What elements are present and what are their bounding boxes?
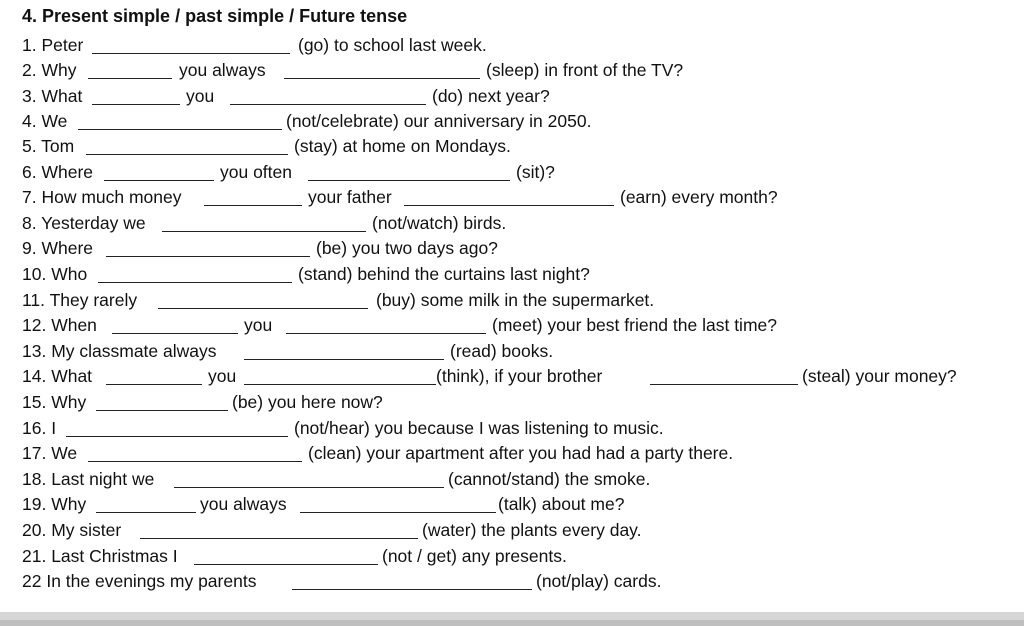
- item-text: 21. Last Christmas I: [22, 546, 178, 566]
- item-text: 4. We: [22, 111, 68, 131]
- answer-blank: [286, 333, 486, 334]
- answer-blank: [66, 436, 288, 437]
- answer-blank: [96, 512, 196, 513]
- item-text: 18. Last night we: [22, 469, 155, 489]
- answer-blank: [106, 256, 310, 257]
- item-text: 14. What: [22, 366, 93, 386]
- answer-blank: [204, 205, 302, 206]
- item-text: 17. We: [22, 443, 78, 463]
- answer-blank: [104, 180, 214, 181]
- answer-blank: [88, 461, 302, 462]
- answer-blank: [308, 180, 510, 181]
- item-text: 19. Why: [22, 494, 87, 514]
- item-text: 3. What: [22, 86, 83, 106]
- answer-blank: [98, 282, 292, 283]
- item-text: (not/celebrate) our anniversary in 2050.: [286, 111, 592, 131]
- item-text: (be) you two days ago?: [316, 238, 498, 258]
- item-text: (read) books.: [450, 341, 554, 361]
- worksheet-title: 4. Present simple / past simple / Future tense: [22, 6, 408, 26]
- item-text: 16. I: [22, 418, 57, 438]
- item-text: (think), if your brother: [436, 366, 603, 386]
- answer-blank: [244, 359, 444, 360]
- bottom-edge-shadow: [0, 620, 1024, 626]
- item-text: (talk) about me?: [498, 494, 625, 514]
- item-text: 5. Tom: [22, 136, 75, 156]
- item-text: you always: [179, 60, 266, 80]
- answer-blank: [106, 384, 202, 385]
- item-text: (steal) your money?: [802, 366, 957, 386]
- item-text: your father: [308, 187, 392, 207]
- answer-blank: [194, 564, 378, 565]
- item-text: 15. Why: [22, 392, 87, 412]
- item-text: 20. My sister: [22, 520, 122, 540]
- answer-blank: [112, 333, 238, 334]
- item-text: 11. They rarely: [22, 290, 138, 310]
- answer-blank: [158, 308, 368, 309]
- item-text: 2. Why: [22, 60, 77, 80]
- item-text: you: [186, 86, 215, 106]
- answer-blank: [92, 53, 290, 54]
- answer-blank: [292, 589, 532, 590]
- item-text: 22 In the evenings my parents: [22, 571, 257, 591]
- item-text: (buy) some milk in the supermarket.: [376, 290, 655, 310]
- item-text: you always: [200, 494, 287, 514]
- answer-blank: [92, 104, 180, 105]
- item-text: (water) the plants every day.: [422, 520, 642, 540]
- item-text: (do) next year?: [432, 86, 550, 106]
- answer-blank: [244, 384, 436, 385]
- item-text: 13. My classmate always: [22, 341, 217, 361]
- answer-blank: [230, 104, 426, 105]
- answer-blank: [162, 231, 366, 232]
- item-text: (be) you here now?: [232, 392, 383, 412]
- answer-blank: [650, 384, 798, 385]
- item-text: you often: [220, 162, 292, 182]
- item-text: (not/watch) birds.: [372, 213, 507, 233]
- item-text: (not/hear) you because I was listening to music.: [294, 418, 664, 438]
- answer-blank: [174, 487, 444, 488]
- item-text: 6. Where: [22, 162, 93, 182]
- answer-blank: [96, 410, 228, 411]
- item-text: (clean) your apartment after you had had a party there.: [308, 443, 734, 463]
- answer-blank: [88, 78, 172, 79]
- item-text: 1. Peter: [22, 35, 84, 55]
- answer-blank: [86, 154, 288, 155]
- bottom-edge: [0, 612, 1024, 626]
- item-text: 12. When: [22, 315, 97, 335]
- item-text: (not/play) cards.: [536, 571, 662, 591]
- answer-blank: [78, 129, 282, 130]
- item-text: 7. How much money: [22, 187, 182, 207]
- item-text: (stay) at home on Mondays.: [294, 136, 511, 156]
- item-text: (not / get) any presents.: [382, 546, 567, 566]
- item-text: (sleep) in front of the TV?: [486, 60, 684, 80]
- answer-blank: [300, 512, 496, 513]
- answer-blank: [404, 205, 614, 206]
- answer-blank: [284, 78, 480, 79]
- item-text: you: [244, 315, 273, 335]
- item-text: (stand) behind the curtains last night?: [298, 264, 590, 284]
- item-text: you: [208, 366, 237, 386]
- item-text: (sit)?: [516, 162, 555, 182]
- answer-blank: [140, 538, 418, 539]
- item-text: (earn) every month?: [620, 187, 778, 207]
- item-text: (cannot/stand) the smoke.: [448, 469, 651, 489]
- item-text: 8. Yesterday we: [22, 213, 146, 233]
- item-text: (go) to school last week.: [298, 35, 487, 55]
- item-text: (meet) your best friend the last time?: [492, 315, 777, 335]
- item-text: 9. Where: [22, 238, 93, 258]
- item-text: 10. Who: [22, 264, 88, 284]
